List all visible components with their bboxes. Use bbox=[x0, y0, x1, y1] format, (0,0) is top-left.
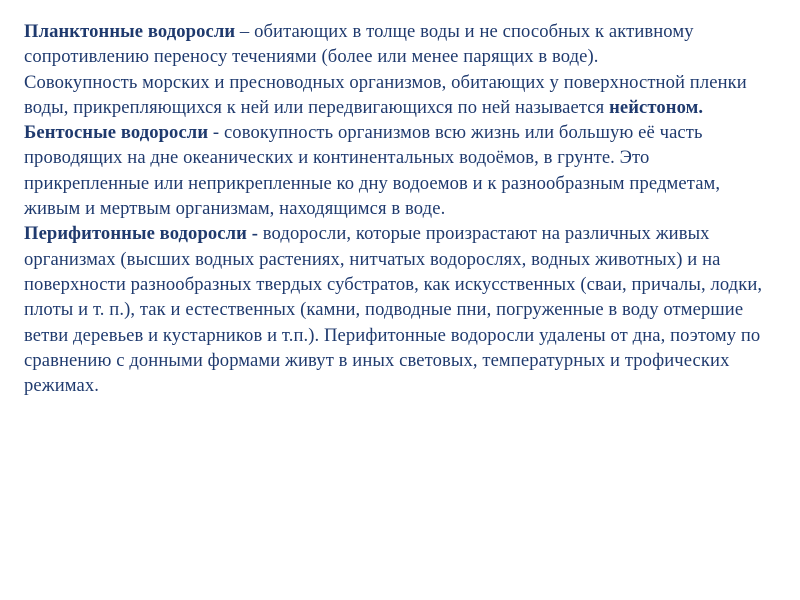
paragraph-benthos bbox=[24, 120, 776, 221]
definition-neuston: Совокупность морских и пресноводных организмов, обитающих у поверхностной пленки воды, прикрепляющихся к ней или передвигающихся по ней называется bbox=[24, 71, 747, 118]
paragraph-plankton bbox=[24, 19, 776, 70]
term-periphyton: Перифитонные водоросли - bbox=[24, 223, 259, 245]
term-neuston: нейстоном. bbox=[609, 96, 704, 118]
paragraph-periphyton bbox=[24, 221, 776, 398]
definition-benthos: - совокупность организмов всю жизнь или большую её часть проводящих на дне океанических и континентальных водоёмов, в грунте. Это прикрепленные или неприкрепленные ко дну водоемов и к разнообразным предметам, живым и мертвым организмам, находящимся в воде. bbox=[24, 122, 721, 220]
term-benthos: Бентосные водоросли bbox=[24, 122, 209, 144]
content-text bbox=[24, 19, 776, 398]
paragraph-neuston bbox=[24, 70, 776, 121]
definition-plankton: – обитающих в толще воды и не способных к активному сопротивлению переносу течениями (более или менее парящих в воде). bbox=[24, 21, 694, 68]
term-plankton: Планктонные водоросли bbox=[24, 21, 236, 42]
definition-periphyton: водоросли, которые произрастают на различных живых организмах (высших водных растениях, нитчатых водорослях, водных животных) и на поверхности разнообразных твердых субстратов, как искусственных (сваи, причалы, лодки, плоты и т. п.), так и естественных (камни, подводные пни, погруженные в воду отмершие ветви деревьев и кустарников и т.п.). Перифитонные водоросли удалены от дна, поэтому по сравнению с донными формами живут в иных световых, температурных и трофических режимах. bbox=[24, 223, 763, 397]
